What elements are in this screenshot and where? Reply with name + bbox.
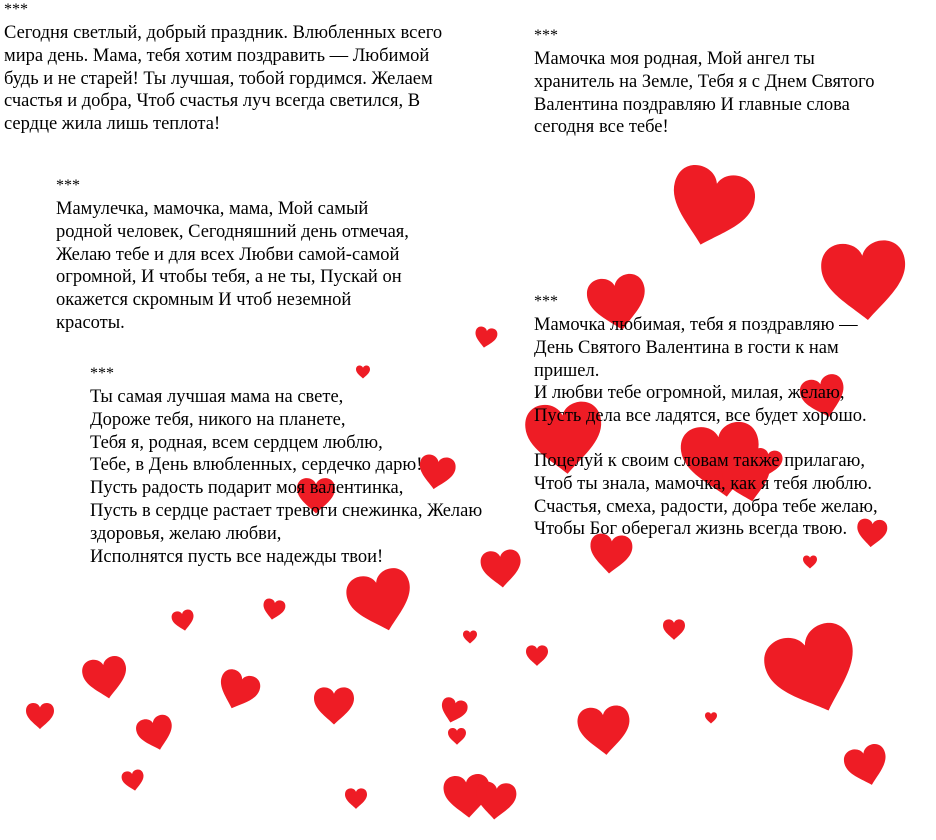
poem-lines [56, 198, 409, 335]
poem-5 [534, 292, 878, 541]
poem-line: мира день. Мама, тебя хотим поздравить — Любимой [4, 45, 430, 66]
poem-2 [534, 26, 874, 139]
poem-separator: *** [534, 27, 558, 44]
poem-line: Тебе, в День влюбленных, сердечко дарю! [90, 455, 423, 476]
poem-separator: *** [90, 365, 114, 382]
poem-line: Ты самая лучшая мама на свете, [90, 387, 344, 407]
poem-line: Желаю тебе и для всех Любви самой-самой [56, 244, 400, 265]
heart-icon [474, 781, 517, 822]
poem-1 [4, 0, 442, 136]
poem-line: счастья и добра, Чтоб счастья луч всегда светился, В [4, 91, 421, 112]
heart-icon [448, 728, 466, 745]
poem-line: Счастья, смеха, радости, добра тебе желаю, [534, 496, 878, 517]
heart-icon [841, 742, 892, 791]
poem-line: родной человек, Сегодняшний день отмечая, [56, 221, 409, 242]
heart-icon [26, 703, 54, 729]
heart-icon [473, 326, 498, 350]
poem-lines [4, 22, 442, 136]
heart-icon [705, 712, 717, 723]
heart-icon [314, 687, 354, 724]
poem-lines [534, 314, 878, 541]
poem-separator: *** [534, 293, 558, 310]
poem-line: Исполнятся пусть все надежды твои! [90, 546, 384, 567]
heart-icon [171, 609, 196, 633]
heart-icon [134, 713, 177, 755]
poem-line: сегодня все тебе! [534, 117, 669, 138]
poem-line: Мамулечка, мамочка, мама, Мой самый [56, 199, 369, 219]
heart-icon [526, 645, 548, 665]
poem-line: будь и не старей! Ты лучшая, тобой гордимся. Желаем [4, 68, 433, 89]
poem-4 [90, 364, 482, 568]
poem-lines [90, 386, 482, 568]
poem-line: И любви тебе огромной, милая, желаю, [534, 383, 845, 404]
poem-separator: *** [56, 177, 80, 194]
poem-line: красоты. [56, 312, 125, 333]
poem-line: Сегодня светлый, добрый праздник. Влюбленных всего [4, 23, 443, 43]
poem-line: Тебя я, родная, всем сердцем люблю, [90, 432, 383, 453]
poem-line: Чтобы Бог оберегал жизнь всегда твою. [534, 519, 848, 540]
poem-line: сердце жила лишь теплота! [4, 114, 221, 135]
poem-line: Чтоб ты знала, мамочка, как я тебя люблю. [534, 473, 873, 494]
poem-line: Мамочка моя родная, Мой ангел ты [534, 49, 815, 69]
stanza-gap [534, 428, 878, 450]
poem-separator: *** [4, 1, 28, 18]
heart-icon [213, 666, 263, 715]
heart-icon [345, 788, 367, 808]
heart-icon [80, 654, 130, 702]
heart-icon [261, 598, 286, 622]
poem-line: окажется скромным И чтоб неземной [56, 290, 352, 311]
poem-line: Дороже тебя, никого на планете, [90, 409, 346, 430]
poem-line: Пусть в сердце растает тревоги снежинка, Желаю [90, 500, 483, 521]
poem-line: пришел. [534, 360, 600, 381]
poem-line: Мамочка любимая, тебя я поздравляю — [534, 315, 858, 335]
poem-line: хранитель на Земле, Тебя я с Днем Святого [534, 71, 875, 92]
poem-3 [56, 176, 409, 335]
poem-line: Поцелуй к своим словам также прилагаю, [534, 450, 865, 471]
poem-line: День Святого Валентина в гости к нам [534, 337, 839, 358]
heart-icon [803, 556, 817, 569]
heart-icon [663, 619, 685, 639]
heart-icon [661, 160, 760, 255]
heart-icon [758, 616, 871, 725]
heart-icon [343, 565, 420, 639]
poem-line: Пусть дела все ладятся, все будет хорошо. [534, 406, 867, 427]
heart-icon [121, 769, 146, 793]
heart-icon [463, 631, 477, 644]
poem-line: огромной, И чтобы тебя, а не ты, Пускай он [56, 267, 402, 288]
heart-icon [438, 696, 469, 726]
heart-icon [576, 704, 632, 757]
poem-line: Валентина поздравляю И главные слова [534, 94, 850, 115]
heart-icon [480, 549, 523, 590]
poem-lines [534, 48, 874, 139]
poem-line: Пусть радость подарит моя валентинка, [90, 478, 404, 499]
poem-line: здоровья, желаю любви, [90, 523, 282, 544]
